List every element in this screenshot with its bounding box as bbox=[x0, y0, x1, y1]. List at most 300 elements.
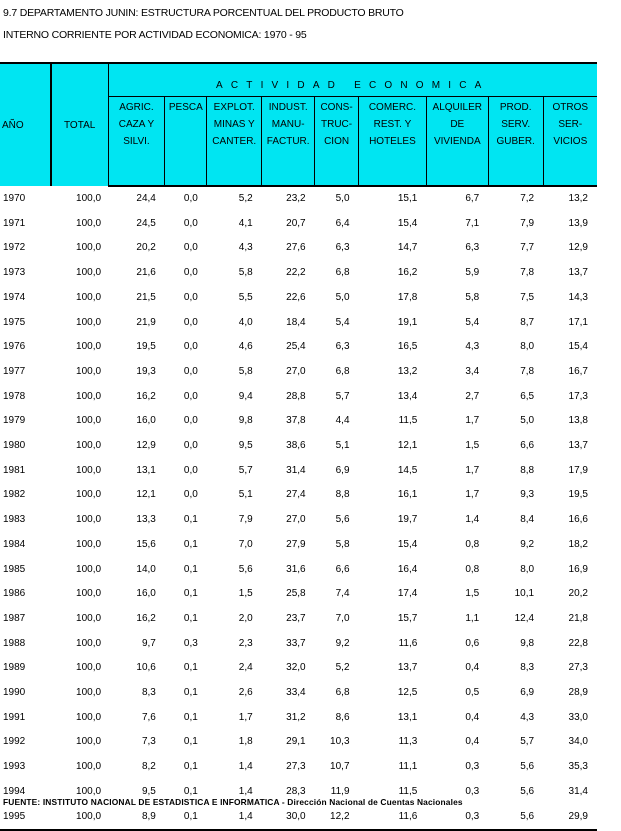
value-cell: 1,1 bbox=[465, 612, 480, 624]
value-cell: 0,0 bbox=[183, 415, 198, 427]
value-cell: 7,4 bbox=[335, 588, 350, 600]
data-table bbox=[0, 62, 597, 831]
value-cell: 27,3 bbox=[286, 761, 306, 773]
value-cell: 16,6 bbox=[568, 514, 588, 526]
value-cell: 5,6 bbox=[520, 761, 535, 773]
value-cell: 7,9 bbox=[238, 514, 253, 526]
column-header-line: ALQUILER bbox=[432, 102, 483, 113]
value-cell: 5,8 bbox=[238, 267, 253, 279]
value-cell: 6,8 bbox=[335, 365, 350, 377]
value-cell: 16,2 bbox=[136, 390, 156, 402]
value-cell: 20,2 bbox=[136, 242, 156, 254]
value-cell: 19,1 bbox=[397, 316, 418, 328]
value-cell: 15,4 bbox=[568, 341, 588, 353]
value-cell: 1,4 bbox=[238, 761, 253, 773]
value-cell: 8,2 bbox=[141, 761, 156, 773]
value-cell: 100,0 bbox=[76, 637, 102, 649]
value-cell: 33,0 bbox=[568, 711, 588, 723]
column-header-line: OTROS bbox=[552, 102, 589, 113]
column-header bbox=[262, 97, 315, 187]
value-cell: 14,3 bbox=[568, 291, 588, 303]
year-cell: 1985 bbox=[3, 563, 26, 575]
value-cell: 11,6 bbox=[398, 637, 418, 649]
value-cell: 0,8 bbox=[465, 538, 480, 550]
value-cell: 0,1 bbox=[183, 563, 198, 575]
value-cell: 15,4 bbox=[397, 217, 418, 229]
value-cell: 21,9 bbox=[136, 316, 156, 328]
value-cell: 6,6 bbox=[335, 563, 350, 575]
year-cell: 1972 bbox=[3, 242, 26, 254]
table-row bbox=[0, 582, 597, 607]
value-cell: 100,0 bbox=[76, 291, 102, 303]
value-cell: 5,6 bbox=[335, 514, 350, 526]
value-cell: 9,3 bbox=[520, 489, 535, 501]
value-cell: 24,5 bbox=[136, 217, 156, 229]
value-cell: 14,5 bbox=[397, 464, 418, 476]
value-cell: 1,5 bbox=[238, 588, 253, 600]
column-header-line: INDUST. bbox=[268, 102, 308, 113]
column-header-line: VIVIENDA bbox=[433, 136, 481, 147]
value-cell: 100,0 bbox=[76, 563, 102, 575]
value-cell: 14,0 bbox=[136, 563, 156, 575]
column-header-line: PROD. bbox=[499, 102, 532, 113]
value-cell: 0,0 bbox=[183, 464, 198, 476]
column-header bbox=[488, 97, 543, 187]
column-header-line: CANTER. bbox=[212, 136, 257, 147]
value-cell: 0,3 bbox=[426, 805, 488, 831]
table-row bbox=[0, 335, 597, 360]
value-cell: 0,0 bbox=[183, 341, 198, 353]
value-cell: 24,4 bbox=[136, 193, 156, 204]
value-cell: 5,6 bbox=[520, 785, 535, 797]
value-cell: 0,0 bbox=[183, 267, 198, 279]
value-cell: 17,3 bbox=[568, 390, 588, 402]
value-cell: 5,4 bbox=[335, 316, 350, 328]
value-cell: 5,0 bbox=[335, 291, 350, 303]
value-cell: 13,9 bbox=[568, 217, 588, 229]
year-cell: 1983 bbox=[3, 514, 26, 526]
value-cell: 0,4 bbox=[465, 662, 480, 674]
value-cell: 13,1 bbox=[136, 464, 156, 476]
value-cell: 8,6 bbox=[335, 711, 350, 723]
value-cell: 29,1 bbox=[286, 736, 306, 748]
value-cell: 27,0 bbox=[286, 514, 306, 526]
value-cell: 0,0 bbox=[183, 291, 198, 303]
value-cell: 7,8 bbox=[520, 365, 535, 377]
table-row bbox=[0, 261, 597, 286]
value-cell: 0,0 bbox=[183, 489, 198, 501]
value-cell: 7,5 bbox=[520, 291, 535, 303]
value-cell: 8,7 bbox=[520, 316, 535, 328]
value-cell: 20,7 bbox=[286, 217, 306, 229]
value-cell: 100,0 bbox=[76, 538, 102, 550]
value-cell: 0,6 bbox=[465, 637, 480, 649]
year-cell: 1975 bbox=[3, 316, 26, 328]
column-header bbox=[426, 97, 488, 187]
value-cell: 100,0 bbox=[76, 341, 102, 353]
table-row bbox=[0, 311, 597, 336]
value-cell: 12,5 bbox=[397, 687, 418, 699]
year-cell: 1986 bbox=[3, 588, 26, 600]
value-cell: 0,1 bbox=[183, 736, 198, 748]
value-cell: 4,3 bbox=[465, 341, 480, 353]
table-row bbox=[0, 533, 597, 558]
value-cell: 16,1 bbox=[397, 489, 418, 501]
value-cell: 100,0 bbox=[76, 192, 102, 204]
value-cell: 0,0 bbox=[183, 440, 198, 452]
year-cell: 1991 bbox=[3, 711, 26, 723]
value-cell: 100,0 bbox=[76, 415, 102, 427]
value-cell: 8,8 bbox=[520, 464, 535, 476]
value-cell: 13,8 bbox=[568, 415, 588, 427]
value-cell: 13,2 bbox=[397, 365, 418, 377]
column-header-line: CION bbox=[324, 136, 350, 147]
value-cell: 5,7 bbox=[335, 390, 350, 402]
value-cell: 10,6 bbox=[136, 662, 156, 674]
value-cell: 6,3 bbox=[335, 341, 350, 353]
column-header-line: HOTELES bbox=[369, 136, 416, 147]
value-cell: 15,6 bbox=[136, 538, 156, 550]
value-cell: 16,7 bbox=[568, 365, 588, 377]
value-cell: 1,4 bbox=[465, 514, 480, 526]
value-cell: 8,9 bbox=[108, 805, 165, 831]
value-cell: 7,6 bbox=[141, 711, 156, 723]
value-cell: 1,7 bbox=[238, 711, 253, 723]
value-cell: 19,3 bbox=[136, 365, 156, 377]
value-cell: 0,1 bbox=[183, 711, 198, 723]
value-cell: 6,8 bbox=[335, 687, 350, 699]
value-cell: 17,1 bbox=[568, 316, 588, 328]
year-cell: 1979 bbox=[3, 415, 26, 427]
value-cell: 7,2 bbox=[520, 193, 535, 204]
value-cell: 0,1 bbox=[165, 805, 207, 831]
value-cell: 16,2 bbox=[397, 267, 418, 279]
column-header-line: VICIOS bbox=[553, 136, 588, 147]
value-cell: 12,4 bbox=[514, 612, 535, 624]
value-cell: 100,0 bbox=[76, 440, 102, 452]
column-header-line: FACTUR. bbox=[266, 136, 310, 147]
header-total: TOTAL bbox=[51, 63, 108, 186]
value-cell: 17,8 bbox=[397, 291, 418, 303]
value-cell: 31,2 bbox=[286, 711, 306, 723]
table-row bbox=[0, 805, 597, 831]
column-header-line: MINAS Y bbox=[213, 119, 255, 130]
column-header bbox=[108, 97, 165, 187]
value-cell: 11,3 bbox=[398, 736, 418, 748]
value-cell: 19,7 bbox=[397, 514, 418, 526]
value-cell: 5,9 bbox=[465, 267, 480, 279]
value-cell: 15,1 bbox=[397, 193, 418, 204]
table-row bbox=[0, 558, 597, 583]
value-cell: 8,8 bbox=[335, 489, 350, 501]
value-cell: 37,8 bbox=[286, 415, 306, 427]
value-cell: 13,4 bbox=[397, 390, 418, 402]
value-cell: 11,1 bbox=[398, 761, 418, 773]
value-cell: 7,3 bbox=[141, 736, 156, 748]
table-row bbox=[0, 385, 597, 410]
value-cell: 1,7 bbox=[465, 415, 480, 427]
value-cell: 100,0 bbox=[76, 242, 102, 254]
table-title-line-2: INTERNO CORRIENTE POR ACTIVIDAD ECONOMICA: 1970 - 95 bbox=[3, 29, 307, 41]
column-header-line: COMERC. bbox=[368, 102, 417, 113]
value-cell: 4,0 bbox=[238, 316, 253, 328]
table-row bbox=[0, 459, 597, 484]
column-header-line: REST. Y bbox=[373, 119, 412, 130]
value-cell: 2,0 bbox=[238, 612, 253, 624]
value-cell: 8,4 bbox=[520, 514, 535, 526]
value-cell: 0,0 bbox=[183, 365, 198, 377]
value-cell: 100,0 bbox=[76, 316, 102, 328]
value-cell: 11,5 bbox=[398, 415, 418, 427]
value-cell: 18,4 bbox=[286, 316, 306, 328]
value-cell: 7,0 bbox=[335, 612, 350, 624]
value-cell: 12,9 bbox=[568, 242, 588, 254]
value-cell: 8,3 bbox=[520, 662, 535, 674]
value-cell: 6,7 bbox=[465, 193, 480, 204]
value-cell: 0,1 bbox=[183, 538, 198, 550]
value-cell: 28,8 bbox=[286, 390, 306, 402]
value-cell: 0,5 bbox=[465, 687, 480, 699]
value-cell: 0,4 bbox=[465, 736, 480, 748]
value-cell: 16,0 bbox=[136, 588, 156, 600]
value-cell: 5,4 bbox=[465, 316, 480, 328]
value-cell: 0,1 bbox=[183, 785, 198, 797]
value-cell: 22,2 bbox=[286, 267, 306, 279]
value-cell: 27,9 bbox=[286, 538, 306, 550]
value-cell: 9,4 bbox=[238, 390, 253, 402]
value-cell: 1,4 bbox=[238, 785, 253, 797]
value-cell: 7,8 bbox=[520, 267, 535, 279]
value-cell: 33,4 bbox=[286, 687, 306, 699]
value-cell: 6,3 bbox=[335, 242, 350, 254]
value-cell: 14,7 bbox=[397, 242, 418, 254]
value-cell: 0,1 bbox=[183, 687, 198, 699]
value-cell: 27,3 bbox=[568, 662, 588, 674]
value-cell: 28,9 bbox=[568, 687, 588, 699]
value-cell: 22,6 bbox=[286, 291, 306, 303]
value-cell: 5,0 bbox=[335, 193, 350, 204]
year-cell: 1990 bbox=[3, 687, 26, 699]
table-row bbox=[0, 755, 597, 780]
table-row bbox=[0, 186, 597, 212]
value-cell: 0,3 bbox=[465, 785, 480, 797]
value-cell: 17,9 bbox=[568, 464, 588, 476]
value-cell: 0,1 bbox=[183, 761, 198, 773]
column-header bbox=[543, 97, 597, 187]
value-cell: 9,5 bbox=[141, 785, 156, 797]
value-cell: 0,3 bbox=[183, 637, 198, 649]
table-row bbox=[0, 656, 597, 681]
value-cell: 9,5 bbox=[238, 440, 253, 452]
value-cell: 9,8 bbox=[520, 637, 535, 649]
value-cell: 1,7 bbox=[465, 489, 480, 501]
column-header bbox=[207, 97, 262, 187]
year-cell: 1978 bbox=[3, 390, 26, 402]
value-cell: 34,0 bbox=[568, 736, 588, 748]
value-cell: 4,3 bbox=[520, 711, 535, 723]
value-cell: 0,0 bbox=[183, 193, 198, 204]
value-cell: 100,0 bbox=[76, 489, 102, 501]
value-cell: 5,8 bbox=[238, 365, 253, 377]
value-cell: 100,0 bbox=[76, 711, 102, 723]
value-cell: 3,4 bbox=[465, 365, 480, 377]
table-row bbox=[0, 607, 597, 632]
value-cell: 4,6 bbox=[238, 341, 253, 353]
header-actividad-economica: ACTIVIDAD ECONOMICA bbox=[108, 63, 597, 97]
year-cell: 1988 bbox=[3, 637, 26, 649]
value-cell: 21,6 bbox=[136, 267, 156, 279]
year-cell: 1970 bbox=[3, 192, 26, 204]
value-cell: 18,2 bbox=[568, 538, 588, 550]
value-cell: 21,5 bbox=[136, 291, 156, 303]
year-cell: 1974 bbox=[3, 291, 26, 303]
value-cell: 5,6 bbox=[238, 563, 253, 575]
value-cell: 5,7 bbox=[238, 464, 253, 476]
value-cell: 100,0 bbox=[76, 785, 102, 797]
value-cell: 19,5 bbox=[136, 341, 156, 353]
value-cell: 0,1 bbox=[183, 662, 198, 674]
value-cell: 0,0 bbox=[183, 390, 198, 402]
value-cell: 7,1 bbox=[465, 217, 480, 229]
value-cell: 28,3 bbox=[286, 785, 306, 797]
value-cell: 5,1 bbox=[335, 440, 350, 452]
value-cell: 0,0 bbox=[183, 217, 198, 229]
value-cell: 16,4 bbox=[397, 563, 418, 575]
year-cell: 1980 bbox=[3, 440, 26, 452]
table-row bbox=[0, 681, 597, 706]
year-cell: 1984 bbox=[3, 538, 26, 550]
column-header bbox=[315, 97, 359, 187]
value-cell: 21,8 bbox=[568, 612, 588, 624]
value-cell: 5,1 bbox=[238, 489, 253, 501]
value-cell: 29,9 bbox=[543, 805, 597, 831]
column-header-line: CONS- bbox=[320, 102, 353, 113]
value-cell: 1,5 bbox=[465, 440, 480, 452]
header-year: AÑO bbox=[0, 63, 51, 186]
value-cell: 5,7 bbox=[520, 736, 535, 748]
year-cell: 1987 bbox=[3, 612, 26, 624]
value-cell: 17,4 bbox=[397, 588, 418, 600]
value-cell: 100,0 bbox=[51, 805, 108, 831]
table-row bbox=[0, 632, 597, 657]
table-row bbox=[0, 508, 597, 533]
value-cell: 27,4 bbox=[286, 489, 306, 501]
value-cell: 15,7 bbox=[397, 612, 418, 624]
value-cell: 10,1 bbox=[514, 588, 535, 600]
year-cell: 1995 bbox=[0, 805, 51, 831]
column-header-line: CAZA Y bbox=[118, 119, 155, 130]
value-cell: 12,2 bbox=[315, 805, 359, 831]
value-cell: 10,3 bbox=[330, 736, 350, 748]
column-header-line: PESCA bbox=[168, 102, 203, 113]
column-header-line: AGRIC. bbox=[119, 102, 154, 113]
column-header-line: EXPLOT. bbox=[213, 102, 255, 113]
value-cell: 1,4 bbox=[207, 805, 262, 831]
value-cell: 8,3 bbox=[141, 687, 156, 699]
table-row bbox=[0, 212, 597, 237]
value-cell: 5,8 bbox=[465, 291, 480, 303]
value-cell: 8,0 bbox=[520, 341, 535, 353]
value-cell: 16,0 bbox=[136, 415, 156, 427]
value-cell: 1,8 bbox=[238, 736, 253, 748]
value-cell: 23,2 bbox=[286, 193, 306, 204]
value-cell: 2,3 bbox=[238, 637, 253, 649]
value-cell: 27,0 bbox=[286, 365, 306, 377]
value-cell: 12,1 bbox=[136, 489, 156, 501]
value-cell: 4,3 bbox=[238, 242, 253, 254]
year-cell: 1989 bbox=[3, 662, 26, 674]
year-cell: 1971 bbox=[3, 217, 26, 229]
value-cell: 100,0 bbox=[76, 514, 102, 526]
year-cell: 1973 bbox=[3, 267, 26, 279]
value-cell: 6,9 bbox=[520, 687, 535, 699]
value-cell: 100,0 bbox=[76, 365, 102, 377]
year-cell: 1994 bbox=[3, 785, 26, 797]
value-cell: 16,5 bbox=[397, 341, 418, 353]
value-cell: 0,4 bbox=[465, 711, 480, 723]
table-row bbox=[0, 434, 597, 459]
value-cell: 19,5 bbox=[568, 489, 588, 501]
value-cell: 0,1 bbox=[183, 612, 198, 624]
value-cell: 20,2 bbox=[568, 588, 588, 600]
value-cell: 16,2 bbox=[136, 612, 156, 624]
table-row bbox=[0, 409, 597, 434]
column-header-line: SERV. bbox=[501, 119, 531, 130]
value-cell: 5,2 bbox=[238, 193, 253, 204]
value-cell: 100,0 bbox=[76, 736, 102, 748]
value-cell: 5,0 bbox=[520, 415, 535, 427]
value-cell: 2,7 bbox=[465, 390, 480, 402]
value-cell: 4,4 bbox=[335, 415, 350, 427]
value-cell: 25,8 bbox=[286, 588, 306, 600]
value-cell: 7,7 bbox=[520, 242, 535, 254]
year-cell: 1982 bbox=[3, 489, 26, 501]
value-cell: 13,7 bbox=[397, 662, 418, 674]
value-cell: 6,3 bbox=[465, 242, 480, 254]
value-cell: 9,2 bbox=[520, 538, 535, 550]
value-cell: 0,1 bbox=[183, 514, 198, 526]
value-cell: 13,7 bbox=[568, 267, 588, 279]
value-cell: 22,8 bbox=[568, 637, 588, 649]
year-cell: 1992 bbox=[3, 736, 26, 748]
value-cell: 13,1 bbox=[397, 711, 418, 723]
column-header-line: SILVI. bbox=[123, 136, 150, 147]
value-cell: 0,1 bbox=[183, 588, 198, 600]
value-cell: 7,0 bbox=[238, 538, 253, 550]
value-cell: 23,7 bbox=[286, 612, 306, 624]
column-header-line: SER- bbox=[558, 119, 583, 130]
value-cell: 31,4 bbox=[286, 464, 306, 476]
value-cell: 100,0 bbox=[76, 217, 102, 229]
value-cell: 5,5 bbox=[238, 291, 253, 303]
value-cell: 100,0 bbox=[76, 390, 102, 402]
value-cell: 8,0 bbox=[520, 563, 535, 575]
value-cell: 5,8 bbox=[335, 538, 350, 550]
value-cell: 6,4 bbox=[335, 217, 350, 229]
value-cell: 31,4 bbox=[568, 785, 588, 797]
value-cell: 13,3 bbox=[136, 514, 156, 526]
value-cell: 6,6 bbox=[520, 440, 535, 452]
value-cell: 9,8 bbox=[238, 415, 253, 427]
value-cell: 6,9 bbox=[335, 464, 350, 476]
value-cell: 9,7 bbox=[141, 637, 156, 649]
value-cell: 5,2 bbox=[335, 662, 350, 674]
value-cell: 31,6 bbox=[286, 563, 306, 575]
value-cell: 11,9 bbox=[330, 785, 350, 797]
value-cell: 100,0 bbox=[76, 662, 102, 674]
column-header-line: TRUC- bbox=[321, 119, 353, 130]
value-cell: 11,6 bbox=[359, 805, 427, 831]
